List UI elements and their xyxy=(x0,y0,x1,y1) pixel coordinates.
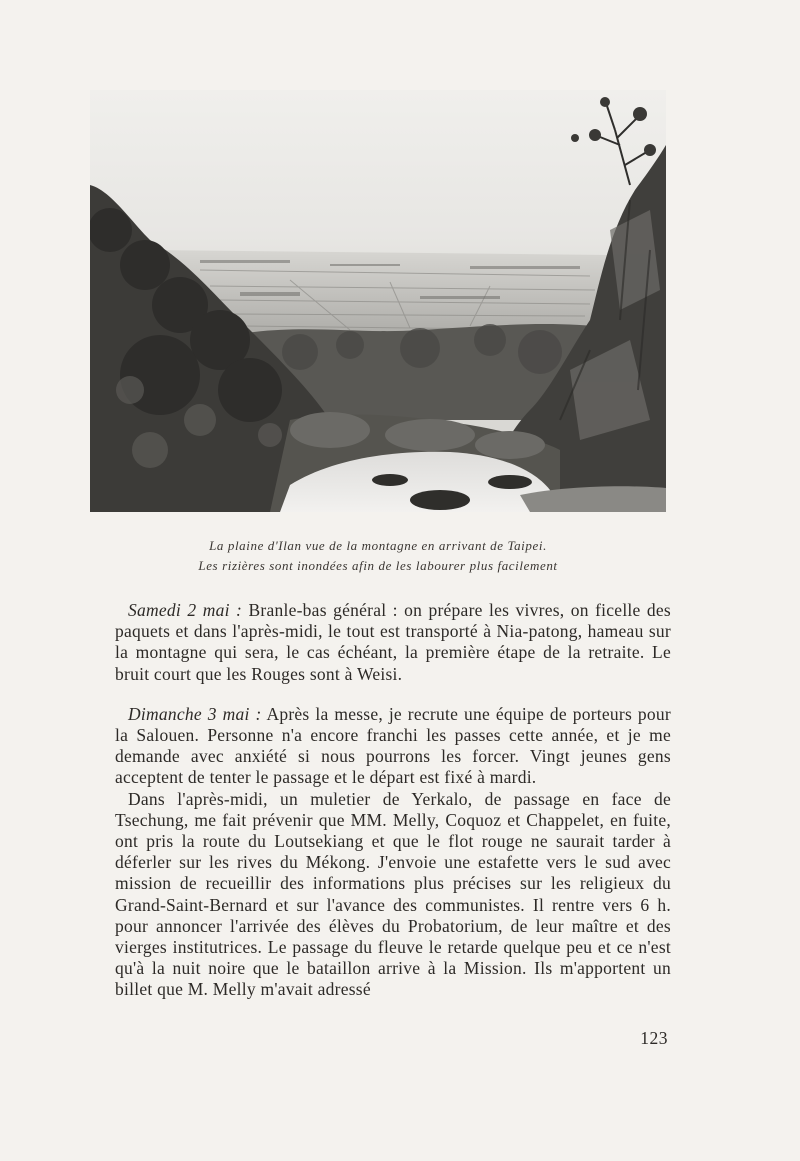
mountain-landscape-photo-icon xyxy=(90,90,666,512)
paragraph-dimanche xyxy=(115,704,671,789)
landscape-photo xyxy=(90,90,666,512)
paragraph-date: Samedi 2 mai : xyxy=(128,600,243,620)
caption-line-2: Les rizières sont inondées afin de les labourer plus facilement xyxy=(198,558,558,573)
paragraph-text: Après la messe, je recrute une équipe de porteurs pour la Salouen. Personne n'a encore franchi les passes cette année, et je me demande avec anxiété si nous pourrons les forcer. Vingt jeunes gens acceptent de tenter le passage et le départ est fixé à mardi. xyxy=(115,703,671,788)
photo-caption xyxy=(90,536,666,576)
paragraph-text: Dans l'après-midi, un muletier de Yerkalo, de passage en face de Tsechung, me fait prévenir que MM. Melly, Coquoz et Chappelet, en fuite, ont pris la route du Loutsekiang et que le flot rouge ne saurait tarder à déferler sur les rives du Mékong. J'envoie une estafette vers le sud avec mission de recueillir des informations plus précises sur les religieux du Grand-Saint-Bernard et sur l'avance des communistes. Il rentre vers 6 h. pour annoncer l'arrivée des élèves du Probatorium, de leur maître et des vierges institutrices. Le passage du fleuve le retarde quelque peu et ce n'est qu'à la nuit noire que le bataillon arrive à la Mission. Ils m'apportent un billet que M. Melly m'avait adressé xyxy=(115,788,671,1000)
caption-line-1: La plaine d'Ilan vue de la montagne en arrivant de Taipei. xyxy=(209,538,547,553)
page-number: 123 xyxy=(640,1028,668,1048)
paragraph-samedi xyxy=(115,600,671,685)
paragraph-apres-midi xyxy=(115,789,671,1001)
paragraph-text: Branle-bas général : on prépare les vivres, on ficelle des paquets et dans l'après-midi, le tout est transporté à Nia-patong, hameau sur la montagne qui sera, le cas échéant, la première étape de la retraite. Le bruit court que les Rouges sont à Weisi. xyxy=(115,600,671,684)
paragraph-date: Dimanche 3 mai : xyxy=(128,703,262,724)
body-text xyxy=(115,600,671,1001)
